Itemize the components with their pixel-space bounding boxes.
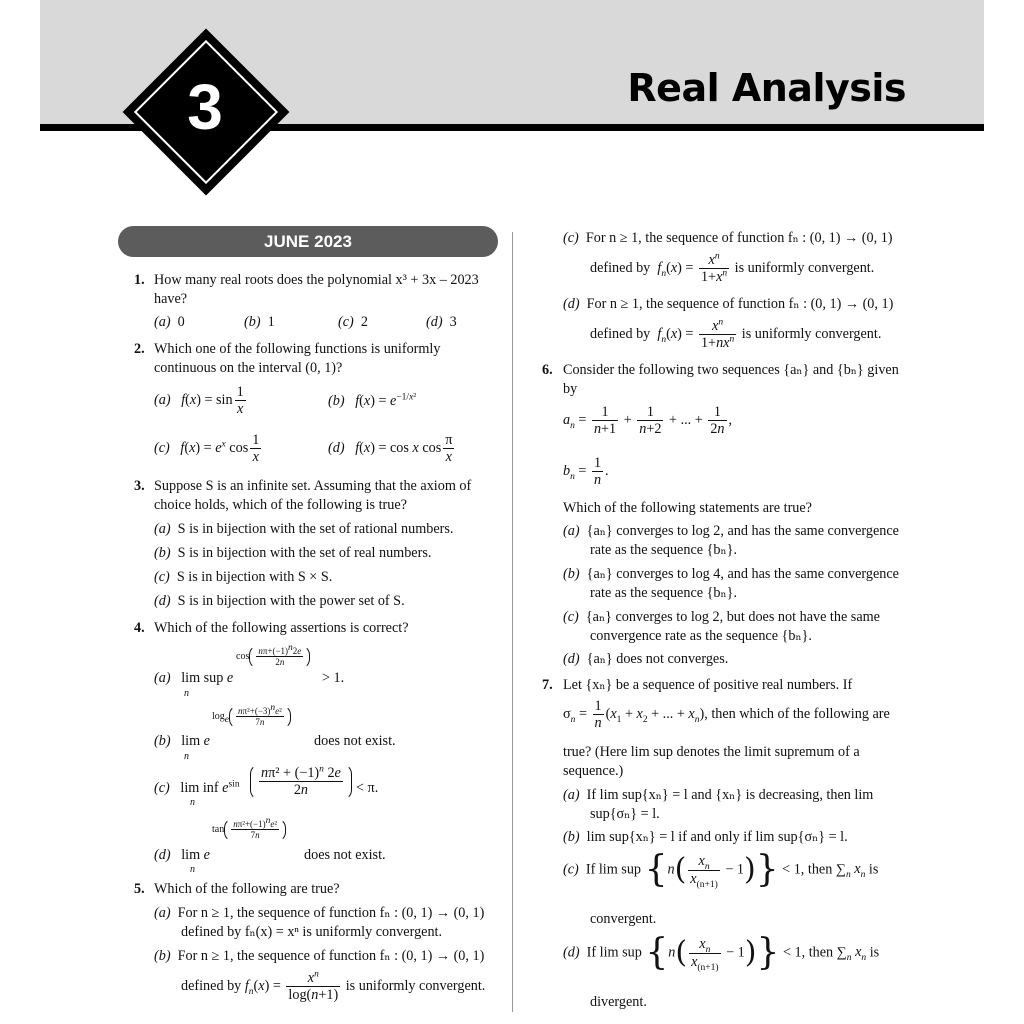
option-b-cont: rate as the sequence {bₙ}. (590, 585, 737, 601)
option-d: (d) {aₙ} does not converges. (563, 651, 729, 667)
option-a: (a) For n ≥ 1, the sequence of function fₙ : (0, 1) → (0, 1) (154, 905, 485, 921)
question-text: have? (154, 291, 188, 307)
question-text: Let {xₙ} be a sequence of positive real numbers. If (563, 677, 853, 693)
option-c: (c) lim inf $e^{sin}$ (154, 779, 240, 796)
exponent: tan $\frac{n\pi^2+(-1)^ne^2}{7n}$ (212, 818, 286, 842)
option-b: (b) {aₙ} converges to log 4, and has the same convergence (563, 566, 899, 582)
question-number: 3. (134, 478, 145, 494)
option-a: (a) S is in bijection with the set of rational numbers. (154, 521, 454, 537)
question-number: 1. (134, 272, 145, 288)
option-d: (d) If lim sup {n( $\frac{x_n}{x_{(n+1)}}$ − 1)} < 1, then $\sum_n$ $x_n$ is (563, 932, 880, 973)
option-a-cont: sup{σₙ} = l. (590, 806, 660, 822)
question-text: by (563, 381, 578, 397)
option-a: (a) f(x) = sin $\frac{1}{x}$ (154, 384, 244, 418)
question-text: continuous on the interval (0, 1)? (154, 360, 343, 376)
inequality: < π. (356, 780, 379, 796)
option-a: (a) lim sup e (154, 670, 234, 686)
question-text: Which one of the following functions is uniformly (154, 341, 441, 357)
option-b: (b) lim sup{xₙ} = l if and only if lim sup{σₙ} = l. (563, 829, 848, 845)
question-text: Which of the following assertions is correct? (154, 620, 409, 636)
inequality: > 1. (322, 670, 345, 686)
option-c: (c) $f(x) = e^x$ cos $\frac{1}{x}$ (154, 432, 260, 466)
question-number: 5. (134, 881, 145, 897)
option-b: (b) S is in bijection with the set of real numbers. (154, 545, 432, 561)
chapter-title: Real Analysis (627, 66, 906, 110)
option-d: (d) f(x) = cos x cos $\frac{\pi}{x}$ (328, 432, 453, 466)
option-a: (a) {aₙ} converges to log 2, and has the same convergence (563, 523, 899, 539)
option-c-cont: convergence rate as the sequence {bₙ}. (590, 628, 812, 644)
option-d-cont: defined by $f_n(x)$ = $x^n$ $1+nx^n$ is uniformly convergent. (590, 317, 882, 352)
option-c: (c) 2 (338, 314, 368, 330)
question-text: Suppose S is an infinite set. Assuming that the axiom of (154, 478, 472, 494)
option-c: (c) If lim sup {n( $\frac{x_n}{x_{(n+1)}}$ − 1)} < 1, then $\sum_n$ $x_n$ is (563, 849, 879, 890)
option-a-cont: rate as the sequence {bₙ}. (590, 542, 737, 558)
option-c-cont: convergent. (590, 911, 657, 927)
exponent: $\frac{n\pi^2 + (-1)^n 2e}{2n}$ (250, 764, 352, 800)
option-tail: does not exist. (304, 847, 386, 863)
column-divider (512, 232, 513, 1012)
question-number: 2. (134, 341, 145, 357)
question-text: Which of the following are true? (154, 881, 340, 897)
option-a: (a) 0 (154, 314, 185, 330)
limit-subscript: n (184, 751, 189, 762)
option-c-cont: defined by $f_n(x)$ = $\frac{x^n}{1+x^n}$ is uniformly convergent. (590, 251, 875, 286)
chapter-number: 3 (187, 71, 223, 143)
option-d: (d) 3 (426, 314, 457, 330)
question-text: sequence.) (563, 763, 624, 779)
option-b-cont: defined by $f_n(x)$ = $\frac{x^n}{\log(n+1)}$ is uniformly convergent. (181, 969, 486, 1004)
option-b: (b) 1 (244, 314, 275, 330)
option-b: (b) $f(x) = e^{-1/x^2}$ (328, 392, 417, 409)
limit-subscript: n (184, 688, 189, 699)
sequence-a-def: $a_n$ = $\frac{1}{n+1}$ + $\frac{1}{n+2}$ + ... + $\frac{1}{2n}$ , (563, 404, 733, 438)
option-c: (c) S is in bijection with S × S. (154, 569, 333, 585)
option-c: (c) For n ≥ 1, the sequence of function fₙ : (0, 1) → (0, 1) (563, 230, 893, 246)
question-number: 6. (542, 362, 553, 378)
option-b: (b) lim e (154, 733, 210, 749)
question-number: 7. (542, 677, 553, 693)
question-text: true? (Here lim sup denotes the limit supremum of a (563, 744, 860, 760)
option-d: (d) For n ≥ 1, the sequence of function fₙ : (0, 1) → (0, 1) (563, 296, 894, 312)
question-number: 4. (134, 620, 145, 636)
limit-subscript: n (190, 797, 195, 808)
option-c: (c) {aₙ} converges to log 2, but does not have the same (563, 609, 880, 625)
option-b: (b) For n ≥ 1, the sequence of function fₙ : (0, 1) → (0, 1) (154, 948, 485, 964)
sequence-b-def: $b_n$ = $\frac{1}{n}$ . (563, 455, 609, 489)
section-pill: JUNE 2023 (118, 226, 498, 257)
exponent: $\log_e$ $\frac{n\pi^2+(-3)^ne^2}{7n}$ (212, 705, 291, 729)
question-text: How many real roots does the polynomial x³ + 3x – 2023 (154, 272, 479, 288)
option-d-cont: divergent. (590, 994, 647, 1010)
question-text: Which of the following statements are true? (563, 500, 812, 516)
limit-subscript: n (190, 864, 195, 875)
option-d: (d) S is in bijection with the power set of S. (154, 593, 405, 609)
option-a: (a) If lim sup{xₙ} = l and {xₙ} is decreasing, then lim (563, 787, 874, 803)
question-text: $\sigma_n$ = $\frac{1}{n}$ ($x_1 + x_2$ + ... + $x_n$), then which of the following are (563, 698, 890, 732)
question-text: Consider the following two sequences {aₙ} and {bₙ} given (563, 362, 899, 378)
exponent: cos $\frac{n\pi+(-1)^n2e}{2n}$ (236, 645, 310, 669)
option-tail: does not exist. (314, 733, 396, 749)
option-d: (d) lim e (154, 847, 210, 863)
option-a-cont: defined by fₙ(x) = xⁿ is uniformly convergent. (181, 924, 443, 940)
question-text: choice holds, which of the following is true? (154, 497, 407, 513)
